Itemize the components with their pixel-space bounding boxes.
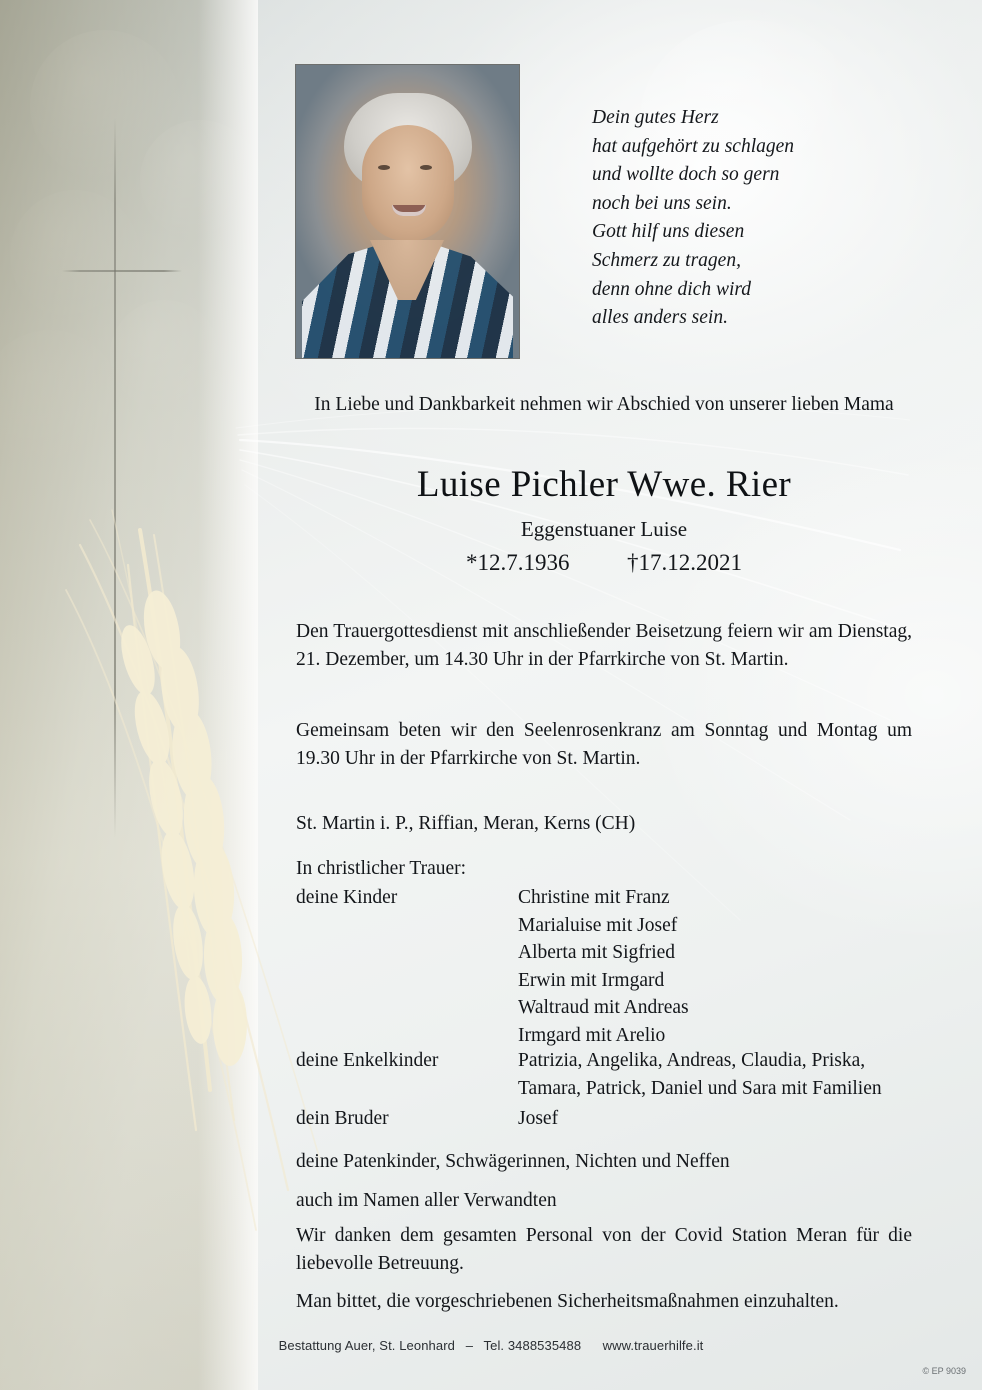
relatives-grandchildren [296,1047,912,1102]
intro-text: In Liebe und Dankbarkeit nehmen wir Abschied von unserer lieben Mama [314,394,894,415]
relative-name: Alberta mit Sigfried [518,942,676,963]
rosary-text: Gemeinsam beten wir den Seelenrosenkranz am Sonntag und Montag um 19.30 Uhr in der Pfarrkirche von St. Martin. [296,720,912,769]
relative-name: Irmgard mit Arelio [518,1024,666,1046]
relatives-children [296,884,912,1049]
relative-name: Marialuise mit Josef [518,914,678,936]
footer-dash: – [465,1338,474,1353]
undertaker-website[interactable]: www.trauerhilfe.it [602,1338,704,1353]
poem-line: hat aufgehört zu schlagen [592,135,795,157]
poem-line: Schmerz zu tragen, [592,249,741,271]
portrait-photo [295,64,520,359]
all-relatives-text: auch im Namen aller Verwandten [296,1190,557,1211]
funeral-service-text: Den Trauergottesdienst mit anschließender Beisetzung feiern wir am Dienstag, 21. Dezember, um 14.30 Uhr in der Pfarrkirche von St. Martin. [296,621,912,670]
copyright-code: © EP 9039 [922,1366,966,1376]
relative-name: Waltraud mit Andreas [518,997,689,1018]
relative-name: Josef [518,1108,559,1129]
relatives-label: deine Kinder [296,887,398,908]
relatives-label: deine Enkelkinder [296,1050,439,1071]
relative-name: Christine mit Franz [518,887,670,908]
death-date: †17.12.2021 [627,550,742,575]
deceased-nickname: Eggenstuaner Luise [520,517,688,541]
memorial-poem [592,104,922,333]
birth-date: *12.7.1936 [466,550,570,575]
poem-line: Gott hilf uns diesen [592,221,745,243]
undertaker-phone: Tel. 3488535488 [483,1338,582,1353]
safety-notice-text: Man bittet, die vorgeschriebenen Sicherheitsmaßnahmen einzuhalten. [296,1291,839,1312]
deceased-name: Luise Pichler Wwe. Rier [416,464,792,505]
poem-line: und wollte doch so gern [592,164,780,186]
relative-name: Patrizia, Angelika, Andreas, Claudia, Priska, [518,1050,866,1071]
relatives-brother [296,1105,912,1133]
undertaker-name: Bestattung Auer, St. Leonhard [278,1338,455,1353]
thanks-text: Wir danken dem gesamten Personal von der Covid Station Meran für die liebevolle Betreuung. [296,1225,912,1274]
relative-name: Erwin mit Irmgard [518,969,665,991]
mourning-intro-text: In christlicher Trauer: [296,858,467,879]
relatives-label: dein Bruder [296,1108,389,1129]
godchildren-text: deine Patenkinder, Schwägerinnen, Nichten und Neffen [296,1151,730,1172]
life-dates [296,548,912,578]
footer [0,1338,982,1353]
poem-line: Dein gutes Herz [592,107,719,128]
poem-line: noch bei uns sein. [592,192,732,214]
poem-line: alles anders sein. [592,307,728,329]
relative-name: Tamara, Patrick, Daniel und Sara mit Familien [518,1077,882,1099]
places-text: St. Martin i. P., Riffian, Meran, Kerns (CH) [296,813,636,834]
poem-line: denn ohne dich wird [592,278,752,300]
